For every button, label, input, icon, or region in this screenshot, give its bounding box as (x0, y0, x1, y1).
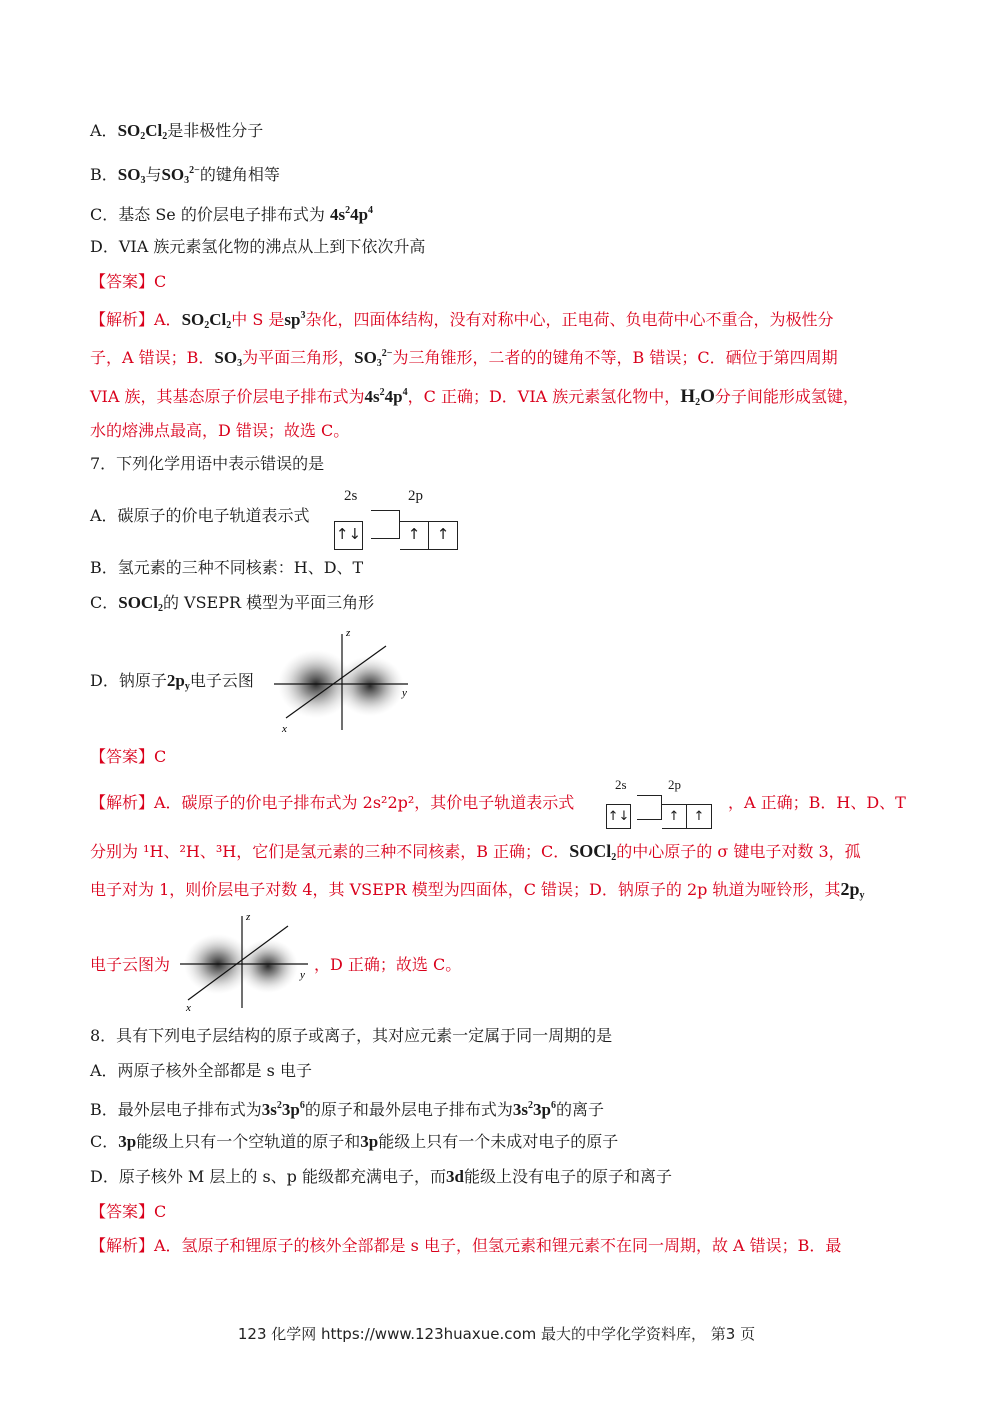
q7-option-c: C．SOCl$_2$的 VSEPR 模型为平面三角形 (90, 593, 375, 614)
electron-cloud-figure-1 (268, 620, 416, 738)
q7-analysis-line-1: 【解析】A．碳原子的价电子排布式为 2s²2p²，其价电子轨道表示式 (90, 793, 575, 812)
q8-option-c: C．3p能级上只有一个空轨道的原子和3p能级上只有一个未成对电子的原子 (90, 1132, 619, 1151)
electron-cloud-figure-2 (176, 908, 316, 1012)
q6-option-c: C．基态 Se 的价层电子排布式为 $4s^24p^4$ (90, 205, 374, 224)
axis-label-z-2: z (246, 911, 251, 923)
axis-label-x-2: x (186, 1002, 191, 1012)
q7-stem: 7．下列化学用语中表示错误的是 (90, 454, 325, 473)
orbital-box-2s-b: ↑↓ (606, 804, 631, 829)
page-footer: 123 化学网 https://www.123huaxue.com 最大的中学化学资料库， 第3 页 (237, 1325, 756, 1343)
q8-stem: 8．具有下列电子层结构的原子或离子，其对应元素一定属于同一周期的是 (90, 1026, 613, 1045)
q8-option-a: A．两原子核外全部都是 s 电子 (90, 1061, 312, 1080)
orbital-box-2p-2: ↑ (400, 521, 429, 550)
q7-analysis-line-3: 电子对为 1，则价层电子对数 4，其 VSEPR 模型为四面体，C 错误；D．钠原子的 2p 轨道为哑铃形，其$2p_y$ (90, 879, 865, 901)
q6-analysis-line-3: VIA 族，其基态原子价层电子排布式为$4s^24p^4$，C 正确；D．VIA 族元素氢化物中，$H_2O$分子间能形成氢键， (90, 386, 859, 408)
q7-analysis-line-4: 电子云图为 ，D 正确；故选 C。 (90, 955, 462, 974)
carbon-orbital-diagram: 2s 2p ↑↓ ↑ ↑ (334, 510, 458, 550)
orbital-box-2p-1-b (637, 795, 662, 820)
carbon-orbital-diagram-analysis: 2s 2p ↑↓ ↑ ↑ (606, 795, 712, 829)
orbital-box-2p-2-b: ↑ (662, 804, 687, 829)
q7-option-a: A．碳原子的价电子轨道表示式 (90, 506, 310, 525)
q8-option-d: D．原子核外 M 层上的 s、p 能级都充满电子，而3d能级上没有电子的原子和离子 (90, 1167, 672, 1186)
orbital-box-2s: ↑↓ (334, 521, 363, 550)
axis-label-y: y (402, 687, 407, 699)
axis-label-y-2: y (300, 969, 305, 981)
q8-option-b: B．最外层电子排布式为$3s^23p^6$的原子和最外层电子排布式为$3s^23p^6$的离子 (90, 1100, 604, 1119)
q6-option-d: D．VIA 族元素氢化物的沸点从上到下依次升高 (90, 237, 426, 256)
q6-analysis-line-4: 水的熔沸点最高，D 错误；故选 C。 (90, 421, 350, 440)
q6-option-a: A．$SO_2Cl_2$是非极性分子 (90, 121, 264, 142)
q7-answer: 【答案】C (90, 747, 167, 766)
orbital-box-2p-3-b: ↑ (687, 804, 712, 829)
q6-answer: 【答案】C (90, 272, 167, 291)
q6-analysis-line-1: 【解析】A．$SO_2Cl_2$中 S 是$sp^3$杂化，四面体结构，没有对称中心，正电荷、负电荷中心不重合，为极性分 (90, 310, 834, 331)
q8-analysis-line-1: 【解析】A．氢原子和锂原子的核外全部都是 s 电子，但氢元素和锂元素不在同一周期，故 A 错误；B．最 (90, 1236, 842, 1255)
axis-label-x: x (282, 723, 287, 735)
q6-option-b: B．$SO_3$与$SO_3^{2-}$的键角相等 (90, 165, 280, 186)
q7-analysis-line-2: 分别为 ¹H、²H、³H，它们是氢元素的三种不同核素，B 正确；C．SOCl$_2$的中心原子的 σ 键电子对数 3，孤 (90, 841, 861, 863)
q7-analysis-line-1-tail: ，A 正确；B．H、D、T (728, 793, 906, 812)
q7-option-b: B．氢元素的三种不同核素：H、D、T (90, 558, 364, 577)
orbital-box-2p-1 (371, 510, 400, 539)
q8-answer: 【答案】C (90, 1202, 167, 1221)
cloud-lobe-right (336, 656, 404, 716)
q6-analysis-line-2: 子，A 错误；B．$SO_3$为平面三角形，$SO_3^{2-}$为三角锥形，二者的的键角不等，B 错误；C．硒位于第四周期 (90, 348, 838, 369)
orbital-box-2p-3: ↑ (429, 521, 458, 550)
axis-label-z: z (346, 627, 351, 639)
cloud-lobe-right-2 (238, 939, 298, 993)
q7-option-d: D．钠原子$2p_y$电子云图 (90, 671, 254, 692)
